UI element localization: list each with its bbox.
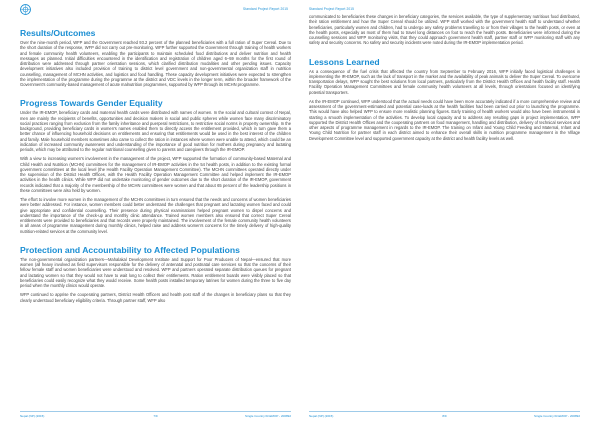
lessons-heading: Lessons Learned bbox=[309, 56, 380, 67]
protection-paragraph: The non-governmental organization partners—Mahalakal Development Institute and Support for Poor Producers of Nepal—ensured that more women (all heavy involved as field supervisors responsible for the delivery of antenatal and postnatal care services so that the concerns of their fellow female staff and women beneficiaries were understood and resolved. WFP and partners operated separate distribution queues for pregnant and lactating women so that they would not have to wait long to collect their entitlements. Ration entitlement boards were visibly placed so that beneficiaries could easily recognize what they would receive. Some health posts installed temporary latrines for women during the three to five day period when the monthly clinics would operate. bbox=[20, 256, 291, 288]
running-head: Standard Project Report 2015 bbox=[309, 7, 354, 11]
footer-country: Nepal (NP) (2015) bbox=[20, 414, 45, 418]
footer-project: Single Country IR-EMOP - 200892 bbox=[534, 414, 580, 418]
results-heading: Results/Outcomes bbox=[20, 28, 96, 38]
footer-page-number: 7/9 bbox=[153, 414, 158, 418]
gender-paragraph: With a view to increasing women's involvement in the management of the project, WFP supported the formation of community-based Maternal and Child Health and Nutrition (MCHN) committees for the management of IR-EMOP activities in the 54 health posts, in addition to the existing formal government committees at the local level (the Health Facility Operation Management Committee). The MCHN committees operated directly under the supervision of the District Health Offices, with the Health Facility Operation Management Committee and helped implement the IR-EMOP activities in the health clinics. While WFP did not undertake monitoring of gender outcomes due to the short duration of the IR-EMOP, government records indicated that a majority of the membership of the MCHN committees were women and that about 65 percent of the leadership positions in these committees were also held by women. bbox=[20, 156, 291, 193]
running-head: Standard Project Report 2015 bbox=[243, 7, 288, 11]
gender-paragraph: Under the IR-EMOP, beneficiary cards and maternal health cards were distributed with names of women. In the social and cultural context of Nepal, men are mainly the recipients of benefits, opportunities and decision makers in social and public spheres while women face many discriminatory social practices ranging from exclusion from the family inheritance and puerperal restrictions, to restrictive social norms in property ownership. In the background, providing beneficiary cards in women's names enabled them to directly access the entitlement provided, which in turn gave them a better chance of influencing household decisions on entitlements and ensuring that entitlements would be used in the best interest of the children and family. Male household members sometimes also came to collect the ration in instances where women were unable to attend, which could be an indication of increased community awareness and understanding of the importance of good nutrition for mothers during pregnancy and lactating periods, which may be attributed to the regular nutritional counselling given to parents and caregivers through the IR-EMOP. bbox=[20, 110, 291, 152]
right-page-footer bbox=[309, 411, 580, 418]
right-page bbox=[300, 0, 600, 424]
wfp-emblem-icon bbox=[20, 4, 31, 15]
protection-paragraph: WFP continued to apprise the cooperating partners, District Health Officers and health post staff of the changes in beneficiary plans so that they clearly understood beneficiary eligibility criteria. Through partner staff, WFP also bbox=[20, 292, 291, 303]
lessons-paragraph: As the IR-EMOP continued, WFP understood that the actual needs could have been more accurately indicated if a more comprehensive review and assessment of the government-estimated and potential case-loads at the health facilities had been carried out prior to launching the programme. This would have also helped WFP to ensure more realistic planning figures. Early training of health workers would also have been instrumental in starting a smooth implementation of the activities. To develop local capacity and to address any resulting gaps in project implementation, WFP supported the District Health Offices and the cooperating partners on food management, handling and distribution, delivery of technical services and other aspects of programme management in regards to the IR-EMOP. The training on Infant and Young Child Feeding and Maternal, Infant and Young Child Nutrition for partner staff in each district aimed to enhance their overall skills in nutrition programme management in the Village Development Committee level and supported government capacity at the district and health facility levels as well. bbox=[309, 98, 580, 141]
footer-page-number: 8/9 bbox=[442, 414, 447, 418]
left-page-footer bbox=[20, 411, 291, 418]
lessons-paragraph: As a consequence of the fuel crisis that affected the country from September to February 2016, WFP initially faced logistical challenges in implementing the IR-EMOP, such as the lack of transport in the market and the availability of peak animals to deliver the Super Cereal. To overcome transportation delays, WFP sought the best solutions from local partners, particularly from the District Health Offices and health facility staff. Health Facility Operation Management Committees and female community health volunteers at all levels, through orientations focused on identifying potential transporters. bbox=[309, 68, 580, 95]
protection-heading: Protection and Accountability to Affected Populations bbox=[20, 244, 240, 255]
left-page-body bbox=[20, 28, 291, 307]
results-paragraph: Over the nine-month period, WFP and the Government reached 93.2 percent of the planned beneficiaries with a full ration of Super Cereal. Due to the short duration of the response, WFP did not carry out pre-monitoring. WFP further supported the Government through training of health workers and female community health volunteers, enabling the participants to maintain scheduled food distributions and deliver nutrition and health messages as planned. Initial difficulties encountered in the identification and registration of children aged 6–59 months for the first round of distribution were addressed through partner orientation sessions, which clarified distribution modalities and other pending issues. Capacity development initiatives also included provision of training to district level government and non-governmental organization staff in nutrition counselling, management of MCHN activities, and logistics and food handling. These capacity development initiatives were expected to strengthen the implementation of the programme during the programme at the district and VDC levels in the longer term, within the broader framework of the Government's community-based management of acute malnutrition programmes, supported by WFP through its MCHN programme. bbox=[20, 40, 291, 87]
gender-paragraph: The effort to involve more women in the management of the MCHN committees in turn ensured that the needs and concerns of women beneficiaries were better addressed. For instance, women members could better understand the challenges that pregnant and lactating women faced and could give appropriate and confidential counselling. Their presence during physical examinations helped pregnant women to dispel concerns and understand the importance of the check-up and monthly clinic attendance. Trained women members also ensured that correct Super Cereal entitlements were provided to beneficiaries and that records were properly maintained. The involvement of the female community health volunteers in all areas of programme management during monthly clinics, helped raise and address women's concerns for the timely delivery of high-quality nutrition-related services at the community level. bbox=[20, 197, 291, 234]
gender-heading: Progress Towards Gender Equality bbox=[20, 98, 163, 109]
continuation-paragraph: communicated to beneficiaries these changes in beneficiary categories, the services available, the type of supplementary nutritious food distributed, their ration entitlement and how the Super Cereal should be utilized. WFP staff worked with the government health staff to understand whether beneficiaries, particularly women and children, had to undergo any safety problems travelling to or from their villages to the health posts, or even at the health posts, especially as most of them had to travel long distances on foot to reach the health posts. Beneficiaries were informed during the counselling sessions and WFP monitoring visits, that they could approach government health staff, partner staff or WFP monitoring staff with any safety and security concerns. No safety and security incidents were noted during the IR-EMOP implementation period. bbox=[309, 14, 580, 46]
right-page-body bbox=[309, 14, 580, 145]
footer-project: Single Country IR-EMOP - 200892 bbox=[245, 414, 291, 418]
footer-country: Nepal (NP) (2015) bbox=[309, 414, 334, 418]
